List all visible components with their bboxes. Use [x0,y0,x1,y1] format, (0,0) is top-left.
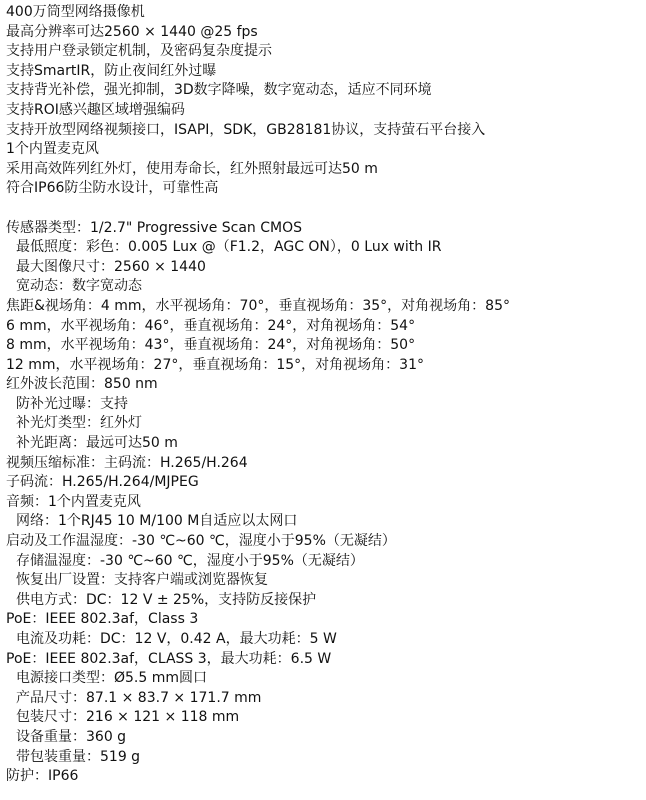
spec-line-video-compression-sub: 子码流：H.265/H.264/MJPEG [6,474,199,491]
spec-line-storage-temp: 存储温湿度：-30 ℃~60 ℃，湿度小于95%（无凝结） [16,552,364,569]
feature-line-resolution: 最高分辨率可达2560 × 1440 @25 fps [6,23,258,40]
spec-line-package-weight: 带包装重量：519 g [16,748,141,765]
spec-line-focal-8mm: 8 mm，水平视场角：43°，垂直视场角：24°，对角视场角：50° [6,337,416,354]
feature-list [6,3,642,199]
spec-line-poe-max-power: PoE：IEEE 802.3af，CLASS 3，最大功耗：6.5 W [6,650,332,667]
spec-line-power-supply: 供电方式：DC：12 V ± 25%，支持防反接保护 [16,591,317,608]
spec-line-current-power: 电流及功耗：DC：12 V，0.42 A，最大功耗：5 W [16,631,337,647]
feature-line-ir-array: 采用高效阵列红外灯，使用寿命长，红外照射最远可达50 m [6,160,378,177]
feature-line-interfaces: 支持开放型网络视频接口，ISAPI，SDK，GB28181协议，支持萤石平台接入 [6,121,486,138]
spec-line-factory-reset: 恢复出厂设置：支持客户端或浏览器恢复 [16,572,268,589]
spec-line-product-size: 产品尺寸：87.1 × 83.7 × 171.7 mm [16,689,262,706]
feature-line-roi: 支持ROI感兴趣区域增强编码 [6,101,185,118]
feature-line-backlight: 支持背光补偿，强光抑制，3D数字降噪，数字宽动态，适应不同环境 [6,82,432,99]
spec-line-wdr: 宽动态：数字宽动态 [16,278,142,295]
spec-list [6,219,642,787]
spec-line-focal-12mm: 12 mm，水平视场角：27°，垂直视场角：15°，对角视场角：31° [6,356,424,373]
spec-line-poe-class: PoE：IEEE 802.3af，Class 3 [6,611,199,628]
spec-line-focal-4mm: 焦距&视场角：4 mm，水平视场角：70°，垂直视场角：35°，对角视场角：85° [6,297,510,314]
spec-line-video-compression-main: 视频压缩标准：主码流：H.265/H.264 [6,454,248,471]
spec-line-min-illumination: 最低照度：彩色：0.005 Lux @（F1.2，AGC ON），0 Lux with IR [16,239,442,256]
feature-line-microphone: 1个内置麦克风 [6,141,99,158]
feature-line-smart-ir: 支持SmartIR，防止夜间红外过曝 [6,62,217,79]
spec-line-package-size: 包装尺寸：216 × 121 × 118 mm [16,709,240,726]
spec-line-anti-overexposure: 防补光过曝：支持 [16,395,128,412]
spec-line-light-type: 补光灯类型：红外灯 [16,415,142,432]
spec-line-light-distance: 补光距离：最远可达50 m [16,435,178,452]
spec-line-network: 网络：1个RJ45 10 M/100 M自适应以太网口 [16,513,298,530]
section-spacer [6,199,642,219]
spec-line-ir-wavelength: 红外波长范围：850 nm [6,376,158,393]
spec-line-device-weight: 设备重量：360 g [16,728,127,745]
spec-document [6,3,642,787]
feature-line-product-title: 400万筒型网络摄像机 [6,4,145,20]
spec-line-audio: 音频：1个内置麦克风 [6,493,141,510]
feature-line-login-lock: 支持用户登录锁定机制，及密码复杂度提示 [6,43,272,60]
feature-line-ip66: 符合IP66防尘防水设计，可靠性高 [6,180,219,197]
spec-line-sensor-type: 传感器类型：1/2.7" Progressive Scan CMOS [6,219,303,236]
spec-line-operating-temp: 启动及工作温湿度：-30 ℃~60 ℃，湿度小于95%（无凝结） [6,533,396,550]
spec-line-focal-6mm: 6 mm，水平视场角：46°，垂直视场角：24°，对角视场角：54° [6,317,416,334]
spec-line-max-image-size: 最大图像尺寸：2560 × 1440 [16,258,206,275]
spec-line-protection: 防护：IP66 [6,768,79,785]
spec-line-power-interface: 电源接口类型：Ø5.5 mm圆口 [16,670,208,687]
